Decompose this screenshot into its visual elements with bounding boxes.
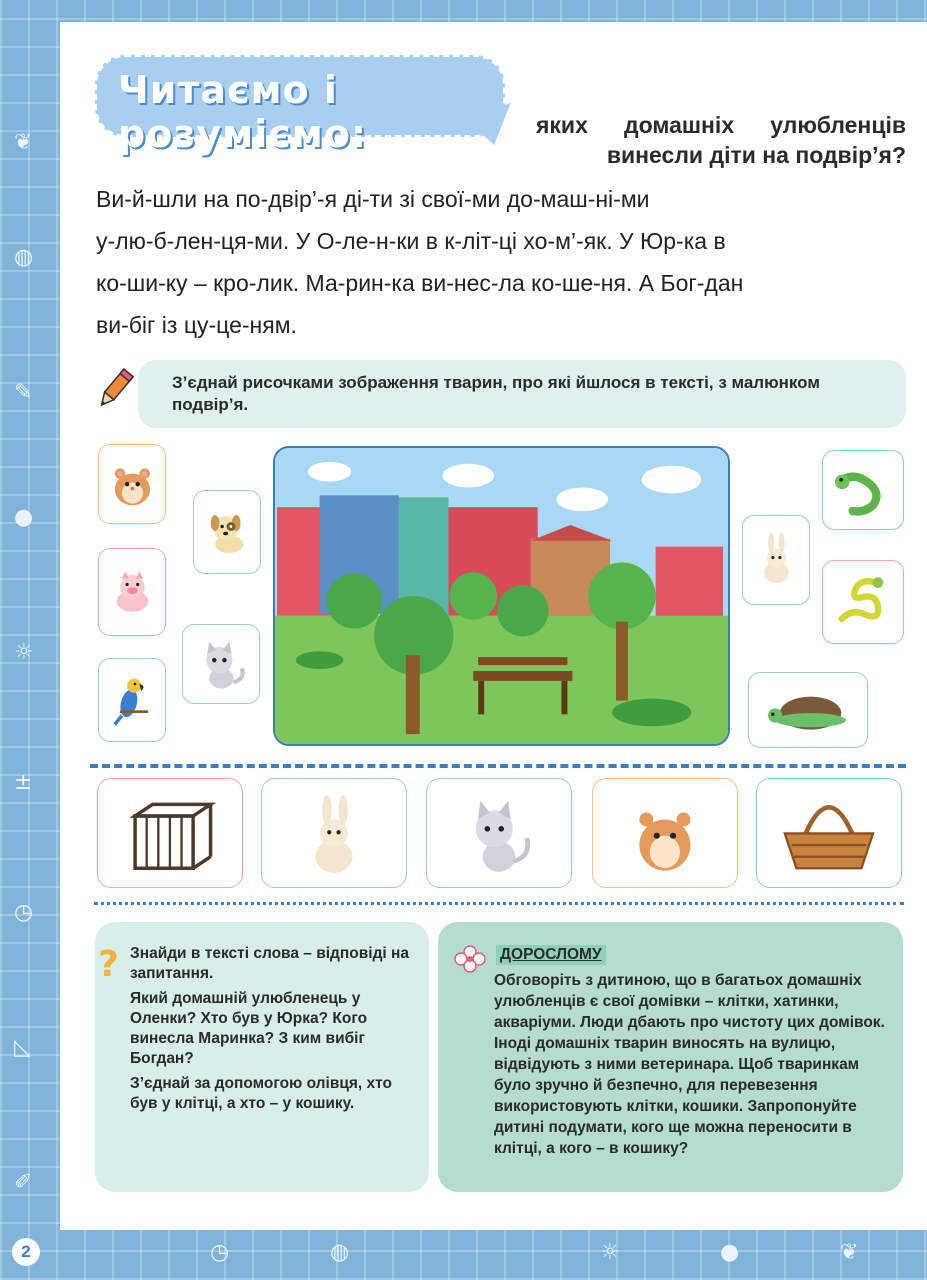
- leaf-icon: ❦: [840, 1240, 859, 1265]
- section-divider: [90, 764, 906, 768]
- cage-icon: [108, 787, 232, 880]
- math-icon: ±: [14, 770, 33, 795]
- cloud: [557, 487, 609, 511]
- reading-line: Ви-й-шли на по-двір’-я ді-ти зі свої-ми до-маш-ні-ми: [96, 186, 650, 212]
- leaf-icon: ❦: [14, 130, 33, 155]
- question-paragraph: Який домашній улюбленець у Оленки? Хто був у Юрка? Кого винесла Маринка? З ким вибіг Богдан?: [130, 990, 368, 1067]
- section-divider: [94, 902, 904, 905]
- task-instruction-text: З’єднай рисочками зображення тварин, про які йшлося в тексті, з малюнком подвір’я.: [172, 373, 820, 414]
- animal-card-turtle[interactable]: [748, 672, 868, 748]
- ruler-icon: ◺: [14, 1035, 31, 1060]
- bench: [478, 657, 567, 665]
- question-paragraph: Знайди в тексті слова – відповіді на запитання.: [130, 945, 409, 982]
- globe-icon: ◍: [14, 245, 34, 270]
- clock-icon: ◷: [14, 900, 34, 925]
- lightbulb-icon: ☼: [600, 1240, 620, 1265]
- tree: [588, 562, 655, 629]
- reading-line: ви-біг із цу-це-ням.: [96, 312, 297, 338]
- puppy-icon: [201, 499, 254, 565]
- reading-line: ко-ши-ку – кро-лик. Ма-рин-ка ви-нес-ла ко-ше-ня. А Бог-дан: [96, 270, 744, 296]
- cloud: [443, 464, 495, 488]
- animal-card-lizard[interactable]: [822, 450, 904, 530]
- rabbit-card[interactable]: [261, 778, 407, 888]
- hamster-card[interactable]: [592, 778, 738, 888]
- rabbit-icon: [272, 787, 396, 880]
- cage-card[interactable]: [97, 778, 243, 888]
- animal-card-snake[interactable]: [822, 560, 904, 644]
- pig-icon: [106, 558, 159, 627]
- animal-card-piglet[interactable]: [98, 548, 166, 636]
- cat-icon: [437, 787, 561, 880]
- basket-card[interactable]: [756, 778, 902, 888]
- apple-icon: ●: [14, 505, 34, 530]
- animal-card-parrot[interactable]: [98, 658, 166, 742]
- animal-card-hamster[interactable]: [98, 444, 166, 524]
- bush: [296, 651, 344, 669]
- question-text: [130, 944, 415, 1119]
- question-mark-icon: ?: [98, 944, 119, 985]
- yard-illustration[interactable]: [273, 446, 730, 746]
- turtle-icon: [761, 680, 855, 739]
- tree: [327, 573, 383, 628]
- tree: [449, 572, 497, 619]
- kitten-card[interactable]: [426, 778, 572, 888]
- tree: [497, 585, 549, 636]
- lightbulb-icon: ☼: [14, 640, 34, 665]
- lizard-icon: [831, 459, 895, 521]
- reading-question: яких домашніх улюбленців винесли діти на подвір’я?: [536, 112, 906, 168]
- parrot-icon: [106, 667, 159, 733]
- brush-icon: ✐: [14, 1170, 33, 1195]
- reading-text: [96, 178, 892, 346]
- globe-icon: ◍: [330, 1240, 350, 1265]
- pencil-icon: [92, 366, 138, 412]
- reading-line: у-лю-б-лен-ця-ми. У О-ле-н-ки в к-літ-ці хо-м’-як. У Юр-ка в: [96, 228, 726, 254]
- hamster-icon: [106, 453, 159, 515]
- animal-card-rabbit[interactable]: [742, 515, 810, 605]
- cloud: [308, 462, 352, 482]
- page-title: Читаємо і розуміємо:: [118, 68, 368, 156]
- animal-card-puppy[interactable]: [193, 490, 261, 574]
- adult-note-text: Обговоріть з дитиною, що в багатьох домашніх улюбленців є свої домівки – клітки, хатинки, акваріуми. Люди дбають про чистоту цих домівок. Іноді домашніх тварин виносять на вулицю, відвідують з ними ветеринара. Щоб тваринкам було зручно й безпечно, для перевезення використовують клітки, кошики. Запропонуйте дитині подумати, кого ще можна переносити в клітці, а кого – в кошику?: [494, 972, 885, 1157]
- page-number: 2: [12, 1238, 40, 1266]
- animal-card-kitten[interactable]: [182, 624, 260, 704]
- cat-icon: [191, 633, 252, 695]
- basket-icon: [767, 787, 891, 880]
- rabbit-icon: [750, 525, 803, 595]
- palette-icon: ✎: [14, 380, 33, 405]
- question-paragraph: З’єднай за допомогою олівця, хто був у клітці, а хто – у кошику.: [130, 1075, 393, 1112]
- flower-icon: [452, 944, 488, 974]
- cloud: [642, 466, 701, 494]
- hamster-icon: [603, 787, 727, 880]
- snake-icon: [831, 569, 895, 635]
- apple-icon: ●: [720, 1240, 740, 1265]
- clock-icon: ◷: [210, 1240, 230, 1265]
- adult-note-title: ДОРОСЛОМУ: [496, 945, 606, 965]
- bush: [612, 699, 691, 727]
